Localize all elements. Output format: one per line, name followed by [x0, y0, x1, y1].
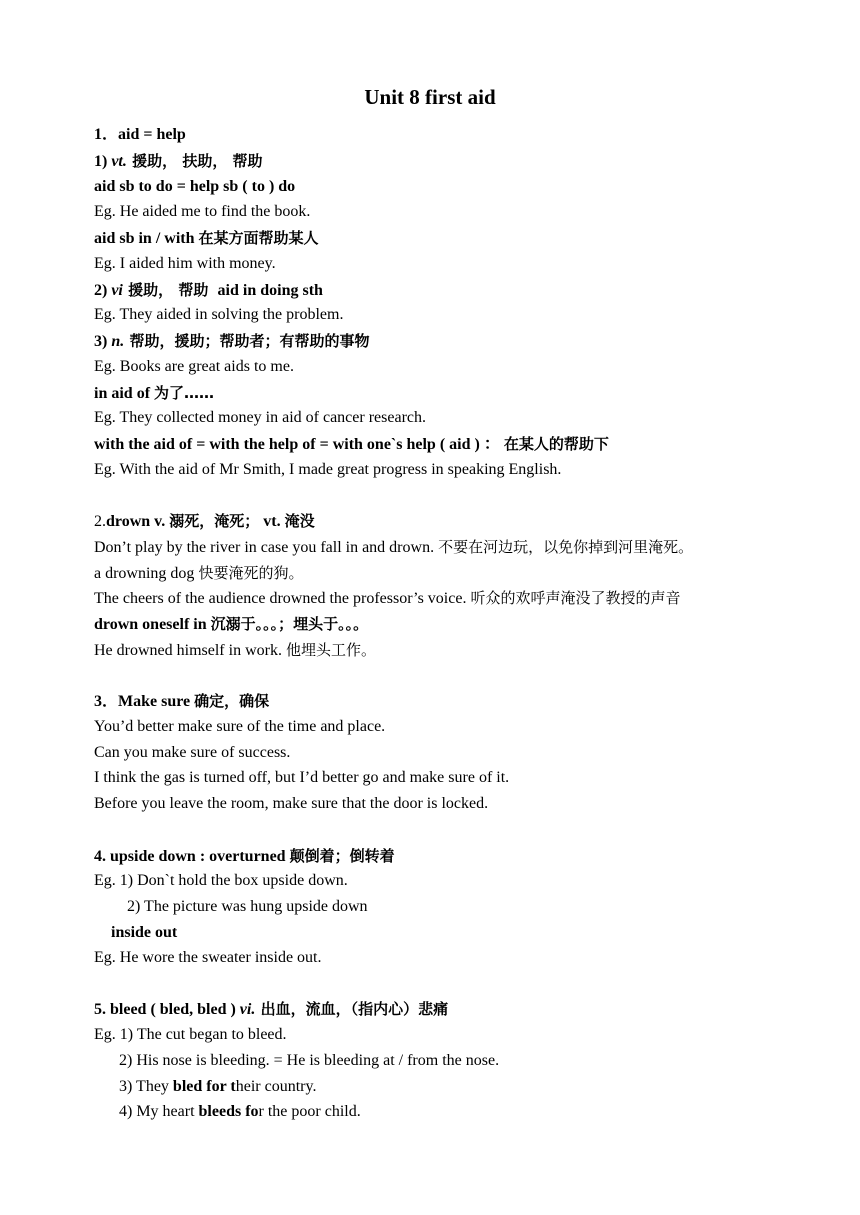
section-3-heading [94, 691, 269, 712]
example-line [119, 1102, 361, 1122]
english-text: The cheers of the audience drowned the professor’s voice. [94, 590, 471, 607]
example-line: Eg. He wore the sweater inside out. [94, 949, 322, 966]
example-line [94, 537, 693, 558]
phrase: 3．Make sure [94, 693, 195, 710]
chinese-gloss: 出血，流血，（指内心）悲痛 [255, 1000, 449, 1018]
example-line: Can you make sure of success. [94, 744, 291, 761]
chinese-gloss: 在某人的帮助下 [503, 435, 609, 453]
example-line: Eg. With the aid of Mr Smith, I made great progress in speaking English. [94, 461, 562, 478]
phrase: 5. bleed ( bled, bled ) [94, 1001, 240, 1018]
chinese-gloss: 援助， 帮助 [122, 281, 214, 299]
example-line: 2) The picture was hung upside down [127, 898, 368, 915]
example-line: Eg. They collected money in aid of cancer research. [94, 409, 426, 426]
chinese-gloss: 淹没 [284, 512, 315, 530]
section-1-line [94, 280, 323, 301]
text: 3) They [119, 1078, 173, 1095]
example-line [119, 1077, 316, 1097]
text: heir country. [235, 1078, 317, 1095]
example-line [94, 588, 680, 609]
example-line: Eg. 1) The cut began to bleed. [94, 1026, 287, 1043]
section-1-line [94, 434, 609, 455]
example-line: Eg. They aided in solving the problem. [94, 306, 344, 323]
headword: drown v. [106, 513, 170, 530]
chinese-gloss: 快要淹死的狗。 [198, 564, 304, 582]
chinese-gloss: 为了…… [154, 384, 215, 402]
section-4-heading [94, 846, 395, 867]
text: 4) My heart [119, 1103, 199, 1120]
example-line: You’d better make sure of the time and place. [94, 718, 386, 735]
example-line: Eg. He aided me to find the book. [94, 203, 311, 220]
chinese-gloss: 确定，确保 [194, 692, 270, 710]
part-of-speech: vi. [239, 1001, 256, 1018]
part-of-speech: vt. [259, 513, 285, 530]
section-1-line [94, 228, 319, 249]
section-4-phrase: inside out [111, 924, 178, 941]
section-1-line: aid sb to do = help sb ( to ) do [94, 178, 296, 195]
chinese-gloss: 听众的欢呼声淹没了教授的声音 [470, 589, 681, 607]
chinese-gloss: 不要在河边玩，以免你掉到河里淹死。 [438, 538, 694, 556]
example-line: Eg. I aided him with money. [94, 255, 276, 272]
english-text: He drowned himself in work. [94, 642, 286, 659]
example-line [94, 563, 303, 584]
num: 2. [94, 513, 106, 530]
example-line: 2) His nose is bleeding. = He is bleeding at / from the nose. [119, 1052, 500, 1069]
chinese-gloss: 援助， 扶助， 帮助 [126, 152, 263, 170]
example-line: Eg. Books are great aids to me. [94, 358, 294, 375]
text: r the poor child. [258, 1103, 361, 1120]
chinese-gloss: 颠倒着；倒转着 [289, 847, 395, 865]
num: 3) [94, 333, 112, 350]
phrase: 4. upside down : overturned [94, 848, 290, 865]
bold-text: bleeds fo [198, 1103, 259, 1120]
chinese-gloss: 帮助，援助；帮助者；有帮助的事物 [124, 332, 370, 350]
phrase: drown oneself in [94, 616, 211, 633]
chinese-gloss: 他埋头工作。 [285, 641, 376, 659]
section-5-heading [94, 999, 448, 1020]
part-of-speech: vi [111, 282, 123, 299]
example-line: Eg. 1) Don`t hold the box upside down. [94, 872, 348, 889]
part-of-speech: n. [111, 333, 125, 350]
phrase: in aid of [94, 385, 155, 402]
example-line: I think the gas is turned off, but I’d better go and make sure of it. [94, 769, 510, 786]
english-text: Don’t play by the river in case you fall in and drown. [94, 539, 439, 556]
page-title: Unit 8 first aid [364, 85, 496, 109]
phrase: aid sb in / with [94, 230, 199, 247]
example-line: Before you leave the room, make sure that the door is locked. [94, 795, 489, 812]
english-text: a drowning dog [94, 565, 199, 582]
phrase: with the aid of = with the help of = with one`s help ( aid ) ： [94, 436, 504, 453]
section-2-line [94, 614, 368, 635]
section-1-heading: 1．aid = help [94, 126, 186, 143]
chinese-gloss: 在某方面帮助某人 [198, 229, 319, 247]
section-1-line [94, 331, 369, 352]
num: 2) [94, 282, 112, 299]
bold-text: bled for t [172, 1078, 236, 1095]
example-line [94, 640, 376, 661]
part-of-speech: vt. [111, 153, 127, 170]
section-2-heading [94, 511, 315, 532]
section-1-line [94, 383, 214, 404]
chinese-gloss: 溺死，淹死； [169, 512, 260, 530]
phrase: aid in doing sth [213, 282, 323, 299]
chinese-gloss: 沉溺于。。。；埋头于。。。 [210, 615, 369, 633]
section-1-line [94, 151, 263, 172]
num: 1) [94, 153, 112, 170]
